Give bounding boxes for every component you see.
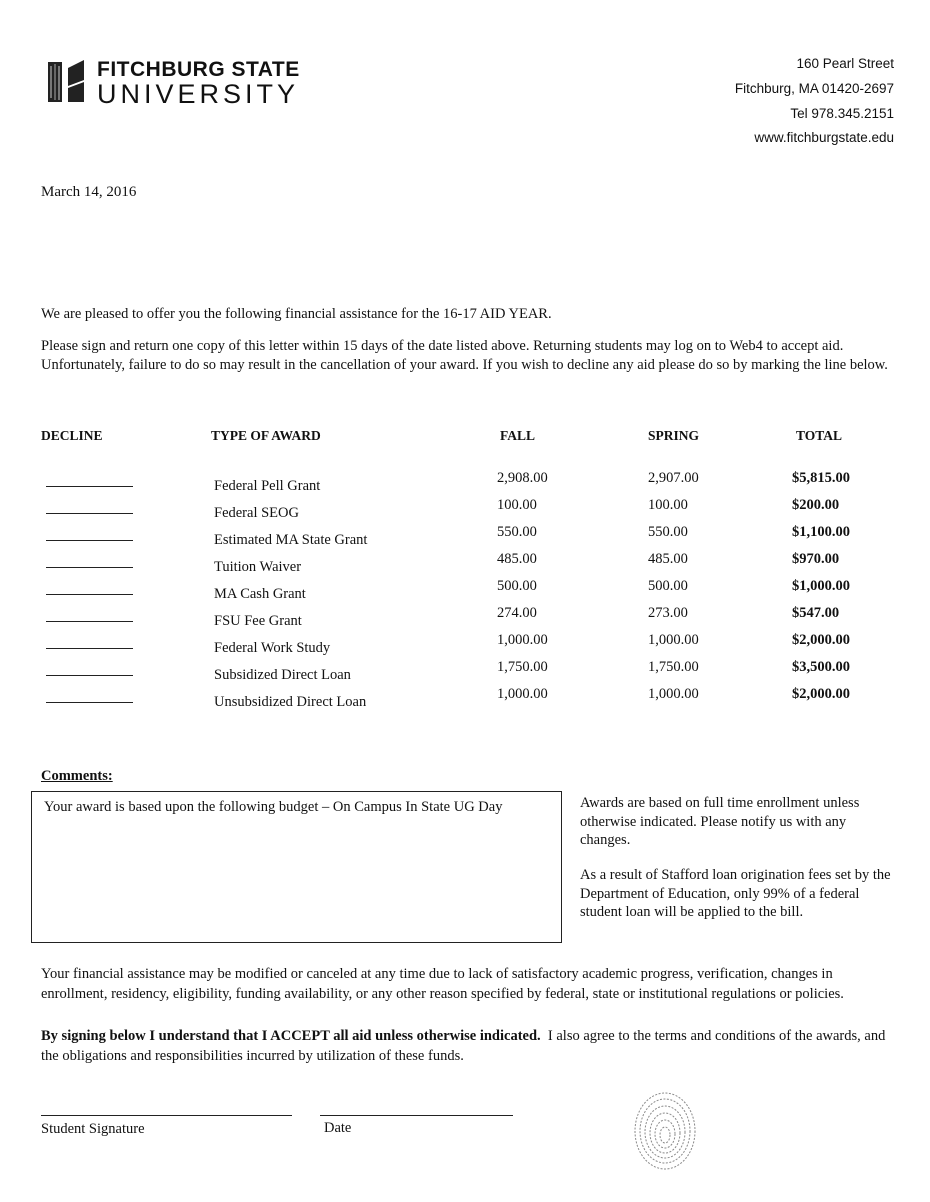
- spring-amount: 1,000.00: [648, 632, 699, 648]
- student-signature-label: Student Signature: [41, 1121, 145, 1137]
- decline-line[interactable]: [46, 702, 133, 703]
- table-row: [0, 553, 930, 580]
- fall-amount: 100.00: [497, 497, 537, 513]
- decline-line[interactable]: [46, 621, 133, 622]
- address-street: 160 Pearl Street: [796, 56, 894, 71]
- spring-amount: 1,000.00: [648, 686, 699, 702]
- instructions-paragraph: Please sign and return one copy of this letter within 15 days of the date listed above. Returning students may log on to Web4 to accept aid. Unfortunately, failure to do so may result in the cancellation of your award. If you wish to decline any aid please do so by marking the line below.: [41, 338, 888, 373]
- fingerprint-icon: [630, 1088, 700, 1174]
- date-signature-line[interactable]: [320, 1115, 513, 1116]
- comments-box: [31, 791, 562, 943]
- column-header-decline: DECLINE: [41, 428, 103, 443]
- column-header-fall: FALL: [500, 428, 536, 443]
- award-type: Federal Pell Grant: [214, 478, 321, 494]
- decline-line[interactable]: [46, 594, 133, 595]
- column-header-total: TOTAL: [796, 428, 843, 443]
- fall-amount: 485.00: [497, 551, 537, 567]
- award-type: Subsidized Direct Loan: [214, 667, 351, 683]
- acceptance-bold-text: By signing below I understand that I ACCEPT all aid unless otherwise indicated.: [41, 1028, 541, 1044]
- table-row: [0, 607, 930, 634]
- column-header-type: TYPE OF AWARD: [211, 428, 321, 443]
- award-type: FSU Fee Grant: [214, 613, 302, 629]
- fall-amount: 1,750.00: [497, 659, 548, 675]
- award-type: Unsubsidized Direct Loan: [214, 694, 367, 710]
- decline-line[interactable]: [46, 675, 133, 676]
- total-amount: $1,100.00: [792, 524, 850, 540]
- total-amount: $2,000.00: [792, 686, 850, 702]
- award-type: MA Cash Grant: [214, 586, 306, 602]
- decline-line[interactable]: [46, 648, 133, 649]
- decline-line[interactable]: [46, 567, 133, 568]
- address-website: www.fitchburgstate.edu: [754, 130, 894, 145]
- letter-date: March 14, 2016: [41, 184, 137, 200]
- table-row: [0, 688, 930, 715]
- table-row: [0, 661, 930, 688]
- table-row: [0, 499, 930, 526]
- table-row: [0, 580, 930, 607]
- decline-line[interactable]: [46, 513, 133, 514]
- comments-text: Your award is based upon the following budget – On Campus In State UG Day: [44, 799, 503, 815]
- stafford-loan-note: As a result of Stafford loan origination fees set by the Department of Education, only 99% of a federal student loan will be applied to the bill.: [580, 867, 891, 920]
- acceptance-paragraph: [41, 1027, 891, 1066]
- spring-amount: 500.00: [648, 578, 688, 594]
- decline-line[interactable]: [46, 540, 133, 541]
- table-row: [0, 472, 930, 499]
- fall-amount: 550.00: [497, 524, 537, 540]
- total-amount: $970.00: [792, 551, 840, 567]
- disclaimer-paragraph: Your financial assistance may be modified or canceled at any time due to lack of satisfactory academic progress, verification, changes in enrollment, residency, eligibility, funding availability, or any other reason specified by federal, state or institutional regulations or policies.: [41, 966, 844, 1002]
- total-amount: $5,815.00: [792, 470, 850, 486]
- student-signature-line[interactable]: [41, 1115, 292, 1116]
- fall-amount: 2,908.00: [497, 470, 548, 486]
- spring-amount: 550.00: [648, 524, 688, 540]
- award-type: Tuition Waiver: [214, 559, 302, 575]
- university-name-line1: FITCHBURG STATE: [97, 58, 300, 81]
- table-row: [0, 634, 930, 661]
- address-city: Fitchburg, MA 01420-2697: [734, 81, 894, 96]
- university-name-line2: UNIVERSITY: [97, 79, 300, 109]
- date-label: Date: [324, 1120, 352, 1136]
- award-type: Estimated MA State Grant: [214, 532, 368, 548]
- fall-amount: 500.00: [497, 578, 537, 594]
- comments-label: Comments:: [41, 768, 113, 784]
- award-type: Federal Work Study: [214, 640, 331, 656]
- spring-amount: 100.00: [648, 497, 688, 513]
- table-row: [0, 526, 930, 553]
- fall-amount: 1,000.00: [497, 632, 548, 648]
- spring-amount: 273.00: [648, 605, 688, 621]
- address-telephone: Tel 978.345.2151: [790, 106, 894, 121]
- acceptance-rest-text: I also agree to the terms and conditions of the awards, and the obligations and responsibilities incurred by utilization of these funds.: [41, 1028, 886, 1064]
- fall-amount: 274.00: [497, 605, 537, 621]
- fall-amount: 1,000.00: [497, 686, 548, 702]
- spring-amount: 2,907.00: [648, 470, 699, 486]
- total-amount: $3,500.00: [792, 659, 850, 675]
- total-amount: $200.00: [792, 497, 840, 513]
- total-amount: $1,000.00: [792, 578, 850, 594]
- award-type: Federal SEOG: [214, 505, 299, 521]
- offer-paragraph: We are pleased to offer you the following financial assistance for the 16-17 AID YEAR.: [41, 306, 552, 322]
- total-amount: $2,000.00: [792, 632, 850, 648]
- spring-amount: 1,750.00: [648, 659, 699, 675]
- university-logo-icon: [46, 58, 86, 104]
- column-header-spring: SPRING: [648, 428, 700, 443]
- total-amount: $547.00: [792, 605, 840, 621]
- decline-line[interactable]: [46, 486, 133, 487]
- enrollment-note: Awards are based on full time enrollment unless otherwise indicated. Please notify us with any changes.: [580, 795, 860, 848]
- spring-amount: 485.00: [648, 551, 688, 567]
